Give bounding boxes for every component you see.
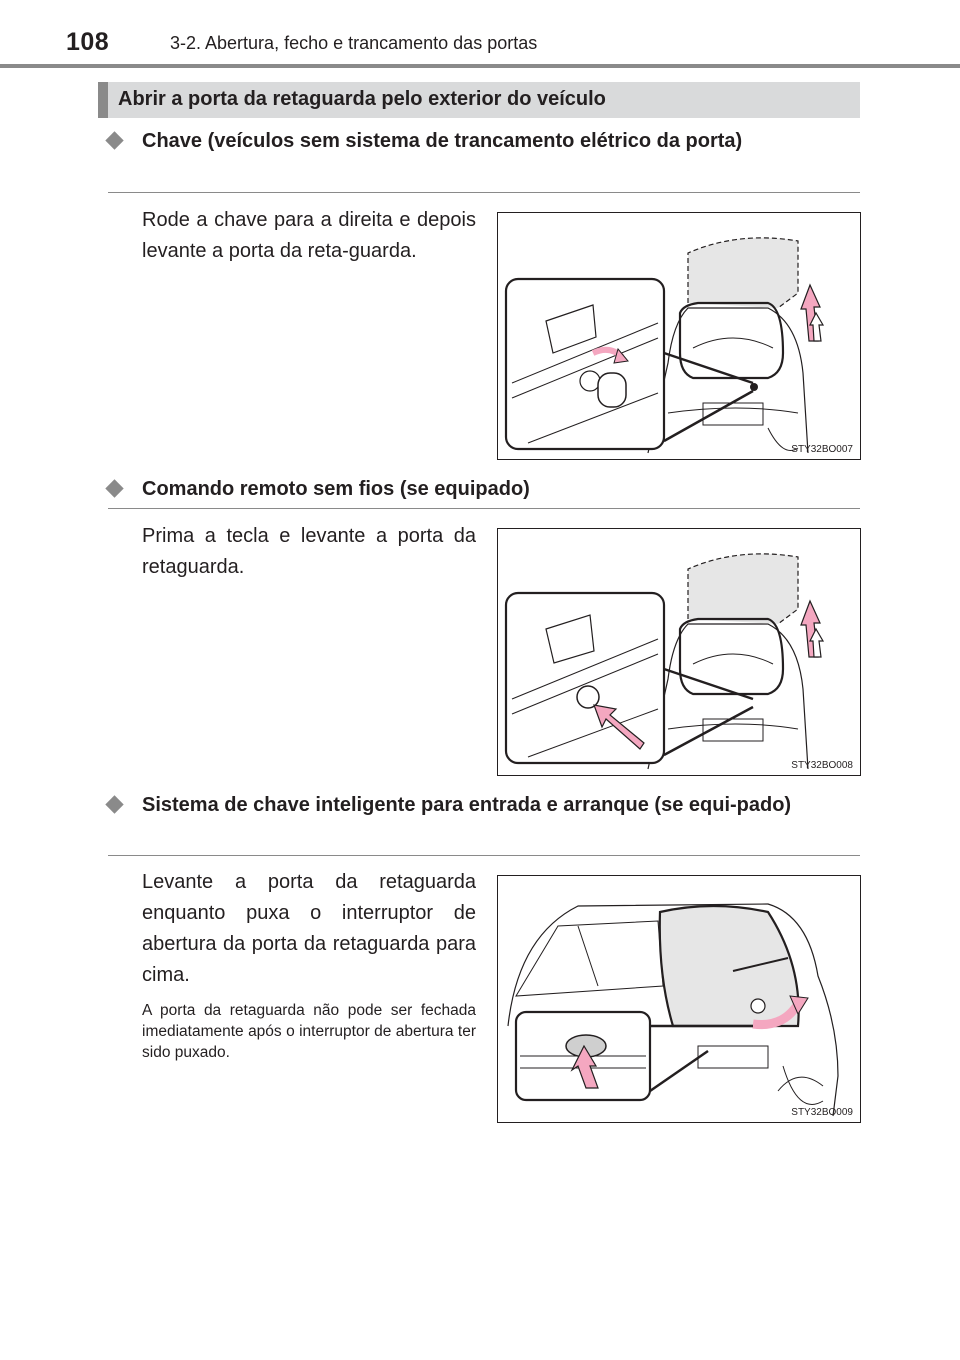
figure-key-tailgate xyxy=(497,212,861,460)
instruction-text: Levante a porta da retaguarda enquanto puxa o interruptor de abertura da porta da retaguarda para cima. xyxy=(142,871,476,986)
note-text: A porta da retaguarda não pode ser fechada imediatamente após o interruptor de abertura ter sido puxado. xyxy=(142,1002,476,1061)
tailgate-button-illustration xyxy=(498,529,860,775)
page-number: 108 xyxy=(66,28,110,56)
tailgate-switch-illustration xyxy=(498,876,860,1122)
figure-code: STY32BO008 xyxy=(791,760,853,771)
section-title: Abrir a porta da retaguarda pelo exterior do veículo xyxy=(118,88,606,110)
instruction-text: Rode a chave para a direita e depois levante a porta da reta-guarda. xyxy=(142,209,476,262)
figure-remote-tailgate xyxy=(497,528,861,776)
subheading-text: Comando remoto sem fios (se equipado) xyxy=(142,478,530,500)
chapter-title: 3-2. Abertura, fecho e trancamento das portas xyxy=(170,33,538,53)
subheading-remote xyxy=(108,472,860,506)
header-rule xyxy=(0,64,960,68)
subheading-rule xyxy=(108,855,860,856)
tailgate-key-illustration xyxy=(498,213,860,459)
subheading-text: Chave (veículos sem sistema de trancamento elétrico da porta) xyxy=(142,130,743,152)
instruction-text: Prima a tecla e levante a porta da retaguarda. xyxy=(142,525,476,578)
subheading-rule xyxy=(108,508,860,509)
subheading-text: Sistema de chave inteligente para entrada e arranque (se equi-pado) xyxy=(142,794,792,816)
figure-code: STY32BO007 xyxy=(791,444,853,455)
subheading-key xyxy=(108,124,860,158)
figure-code: STY32BO009 xyxy=(791,1107,853,1118)
subheading-rule xyxy=(108,192,860,193)
figure-smart-key-tailgate xyxy=(497,875,861,1123)
subheading-smart-key xyxy=(108,788,860,822)
section-banner xyxy=(98,82,860,118)
